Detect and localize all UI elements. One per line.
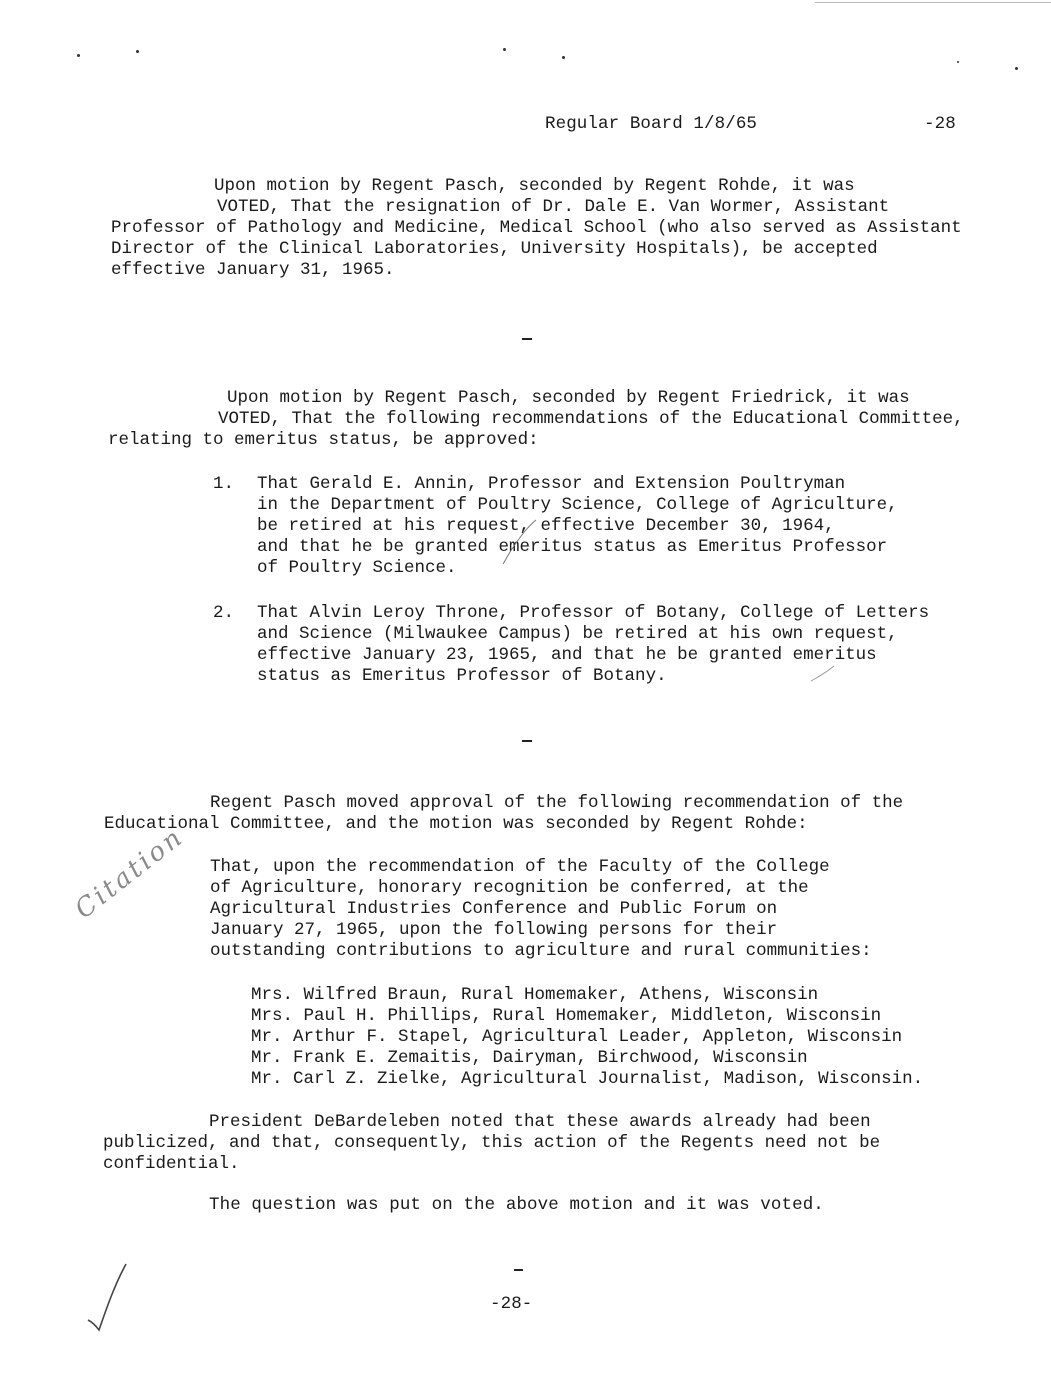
list-item-line: 1. That Gerald E. Annin, Professor and Extension Poultryman [213,474,846,494]
scan-edge-line [815,2,1051,3]
honoree: Mrs. Paul H. Phillips, Rural Homemaker, Middleton, Wisconsin [251,1006,882,1026]
list-item-line: in the Department of Poultry Science, College of Agriculture, [257,495,898,515]
honorary-recognition-paragraph [104,793,903,835]
list-item-line: be retired at his request, effective December 30, 1964, [257,516,835,536]
emeritus-paragraph [108,388,964,451]
list-number: 1. [213,474,235,494]
text-line: January 27, 1965, upon the following persons for their [210,920,778,940]
text-line: Upon motion by Regent Pasch, seconded by Regent Rohde, it was [214,176,855,196]
scan-speck [503,48,506,51]
confidentiality-note [103,1112,880,1175]
honoree: Mr. Frank E. Zemaitis, Dairyman, Birchwood, Wisconsin [251,1048,808,1068]
scan-speck [136,50,139,53]
pencil-mark [500,518,540,566]
list-item-line: of Poultry Science. [257,558,457,578]
honoree: Mrs. Wilfred Braun, Rural Homemaker, Athens, Wisconsin [251,985,819,1005]
resolution-text [210,857,872,962]
header-title: Regular Board 1/8/65 [545,114,758,134]
emeritus-item-1 [213,474,898,579]
section-separator [522,338,532,340]
list-item-line: and that he be granted emeritus status as Emeritus Professor [257,537,888,557]
check-mark-icon [86,1262,132,1334]
resignation-paragraph [111,176,962,281]
list-item-line: 2. That Alvin Leroy Throne, Professor of Botany, College of Letters [213,603,930,623]
text-line: of Agriculture, honorary recognition be conferred, at the [210,878,809,898]
text-line: Educational Committee, and the motion was seconded by Regent Rohde: [104,814,808,834]
scan-speck [1015,67,1018,70]
list-item-line: effective January 23, 1965, and that he be granted emeritus [257,645,877,665]
section-separator [514,1269,523,1271]
honorees-list [251,985,923,1090]
text-line: Upon motion by Regent Pasch, seconded by Regent Friedrick, it was [227,388,910,408]
text-line: That, upon the recommendation of the Faculty of the College [210,857,830,877]
text-line: VOTED, That the following recommendations of the Educational Committee, [218,409,964,429]
text-line: publicized, and that, consequently, this action of the Regents need not be [103,1133,881,1153]
section-separator [522,740,532,742]
text-line: Director of the Clinical Laboratories, University Hospitals), be accepted [111,239,878,259]
scan-speck [77,54,80,57]
text-line: President DeBardeleben noted that these awards already had been [209,1112,871,1132]
honoree: Mr. Carl Z. Zielke, Agricultural Journalist, Madison, Wisconsin. [251,1069,924,1089]
text-line: confidential. [103,1154,240,1174]
text-line: outstanding contributions to agriculture and rural communities: [210,941,872,961]
scan-speck [562,56,565,59]
closing-statement: The question was put on the above motion and it was voted. [209,1195,824,1215]
text-line: Agricultural Industries Conference and Public Forum on [210,899,778,919]
list-number: 2. [213,603,235,623]
footer-page-number: -28- [490,1294,533,1314]
text-line: VOTED, That the resignation of Dr. Dale E. Van Wormer, Assistant [217,197,890,217]
honoree: Mr. Arthur F. Stapel, Agricultural Leader, Appleton, Wisconsin [251,1027,903,1047]
handwritten-citation-note: Citation [69,821,190,925]
pencil-mark [808,664,838,684]
text-line: Regent Pasch moved approval of the following recommendation of the [210,793,904,813]
text-line: Professor of Pathology and Medicine, Medical School (who also served as Assistant [111,218,962,238]
list-item-line: and Science (Milwaukee Campus) be retired at his own request, [257,624,898,644]
list-item-line: status as Emeritus Professor of Botany. [257,666,667,686]
text-line: effective January 31, 1965. [111,260,395,280]
header-page-ref: -28 [924,114,956,134]
scan-speck [957,61,959,63]
text-line: relating to emeritus status, be approved: [108,430,539,450]
